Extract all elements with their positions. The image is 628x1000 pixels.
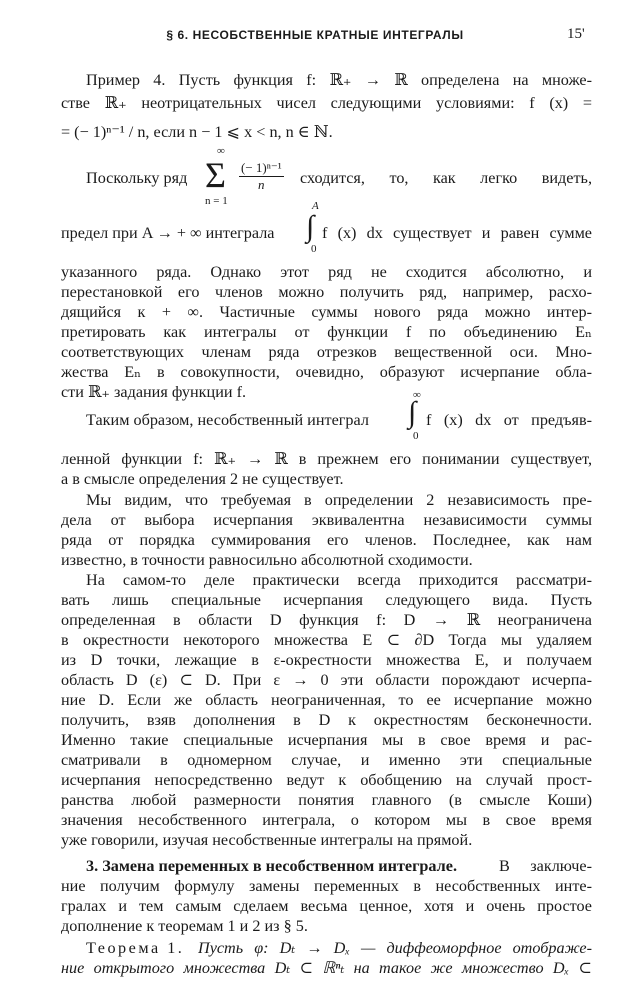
- example-line-4a: Поскольку ряд: [86, 169, 188, 187]
- para2-line-2: дела от выбора исчерпания эквивалентна независимости суммы: [61, 511, 592, 529]
- series-formula: [205, 145, 285, 215]
- example-line-9: претировать как интегралы от функции f по объединению Eₙ: [61, 323, 592, 341]
- sum-sign: Σ: [205, 155, 226, 195]
- example-line-3: = (− 1)ⁿ⁻¹ / n, если n − 1 ⩽ x < n, n ∈ ℕ.: [61, 123, 333, 141]
- integral-upper-limit: A: [312, 200, 319, 212]
- integral-lower-limit: 0: [311, 243, 317, 255]
- integral2-upper-limit: ∞: [413, 389, 421, 401]
- example-line-6: указанного ряда. Однако этот ряд не сходится абсолютно, и: [61, 263, 592, 281]
- para3-line-13: значения несобственного интеграла, о котором мы в свое время: [61, 811, 592, 829]
- example-line-5a: предел при A → + ∞ интеграла: [61, 224, 275, 242]
- example-line-5b: f (x) dx существует и равен сумме: [322, 224, 592, 242]
- para3-line-6: область D (ε) ⊂ D. При ε → 0 эти области порождают исчерпа-: [61, 671, 592, 689]
- example-line-15: а в смысле определения 2 не существует.: [61, 470, 344, 488]
- para2-line-3: ряда от порядка суммирования его членов. Последнее, как нам: [61, 531, 592, 549]
- para3-line-11: исчерпания непосредственно ведут к обобщению на случай прост-: [61, 771, 592, 789]
- example-line-1: Пример 4. Пусть функция f: ℝ₊ → ℝ определена на множе-: [86, 71, 592, 89]
- section3-line-1-rest: В заключе-: [499, 857, 592, 875]
- para3-line-9: Именно такие специальные исчерпания мы в свое время и рас-: [61, 731, 592, 749]
- example-line-10: соответствующих членам ряда отрезков вещественной оси. Мно-: [61, 343, 592, 361]
- example-line-8: дящийся к + ∞. Частичные суммы нового ряда можно интер-: [61, 303, 592, 321]
- theorem-label: Теорема 1.: [86, 939, 185, 957]
- para2-line-4: известно, в точности равносильно абсолютной сходимости.: [61, 551, 473, 569]
- para3-line-5: из D точки, лежащие в ε-окрестности множества E, и получаем: [61, 651, 592, 669]
- fraction-denominator: n: [258, 177, 265, 192]
- example-line-13b: f (x) dx от предъяв-: [426, 411, 592, 429]
- running-header: § 6. НЕСОБСТВЕННЫЕ КРАТНЫЕ ИНТЕГРАЛЫ: [166, 28, 464, 42]
- integral2-sign: ∫: [408, 396, 417, 429]
- section3-line-2: ние получим формулу замены переменных в несобственных инте-: [61, 877, 592, 895]
- example-line-12: сти ℝ₊ задания функции f.: [61, 383, 247, 401]
- para3-line-2: вать лишь специальные исчерпания следующего вида. Пусть: [61, 591, 592, 609]
- para3-line-14: уже говорили, изучая несобственные интегралы на прямой.: [61, 831, 473, 849]
- example-line-7: перестановкой его членов можно получить ряд, например, расхо-: [61, 283, 592, 301]
- para3-line-1: На самом-то деле практически всегда приходится рассматри-: [86, 571, 592, 589]
- integral2-lower-limit: 0: [413, 430, 419, 442]
- page-number: 15': [567, 26, 585, 42]
- example-line-4b: сходится, то, как легко видеть,: [300, 169, 592, 187]
- section3-title: 3. Замена переменных в несобственном интеграле.: [86, 857, 457, 875]
- integral-sign: ∫: [306, 210, 315, 243]
- section3-line-3: гралах и тем самым сделаем весьма ценное, хотя и очень простое: [61, 897, 592, 915]
- theorem-line-1: Пусть φ: Dₜ → Dₓ — диффеоморфное отображе-: [198, 939, 592, 957]
- example-line-13a: Таким образом, несобственный интеграл: [86, 411, 369, 429]
- para3-line-7: ние D. Если же область неограниченная, то ее исчерпание можно: [61, 691, 592, 709]
- para3-line-8: получить, взяв дополнения в D к окрестностям бесконечности.: [61, 711, 592, 729]
- example-line-2: стве ℝ₊ неотрицательных чисел следующими условиями: f (x) =: [61, 94, 592, 112]
- para3-line-3: определенная в области D функция f: D → ℝ неограничена: [61, 611, 592, 629]
- sum-lower-limit: n = 1: [205, 195, 228, 207]
- para2-line-1: Мы видим, что требуемая в определении 2 независимость пре-: [86, 491, 592, 509]
- example-line-14: ленной функции f: ℝ₊ → ℝ в прежнем его понимании существует,: [61, 450, 592, 468]
- theorem-line-2: ние открытого множества Dₜ ⊂ ℝⁿₜ на такое же множество Dₓ ⊂: [61, 959, 592, 977]
- sum-upper-limit: ∞: [217, 145, 225, 157]
- para3-line-10: сматривали в одномерном случае, и именно эти специальные: [61, 751, 592, 769]
- fraction-numerator: (− 1)ⁿ⁻¹: [241, 160, 282, 175]
- section3-line-4: дополнение к теоремам 1 и 2 из § 5.: [61, 917, 308, 935]
- example-line-11: жества Eₙ в совокупности, очевидно, образуют исчерпание обла-: [61, 363, 592, 381]
- series-term-fraction: [239, 160, 284, 193]
- para3-line-12: ранства любой размерности понятия главного (в смысле Коши): [61, 791, 592, 809]
- para3-line-4: в окрестности некоторого множества E ⊂ ∂D Тогда мы удаляем: [61, 631, 592, 649]
